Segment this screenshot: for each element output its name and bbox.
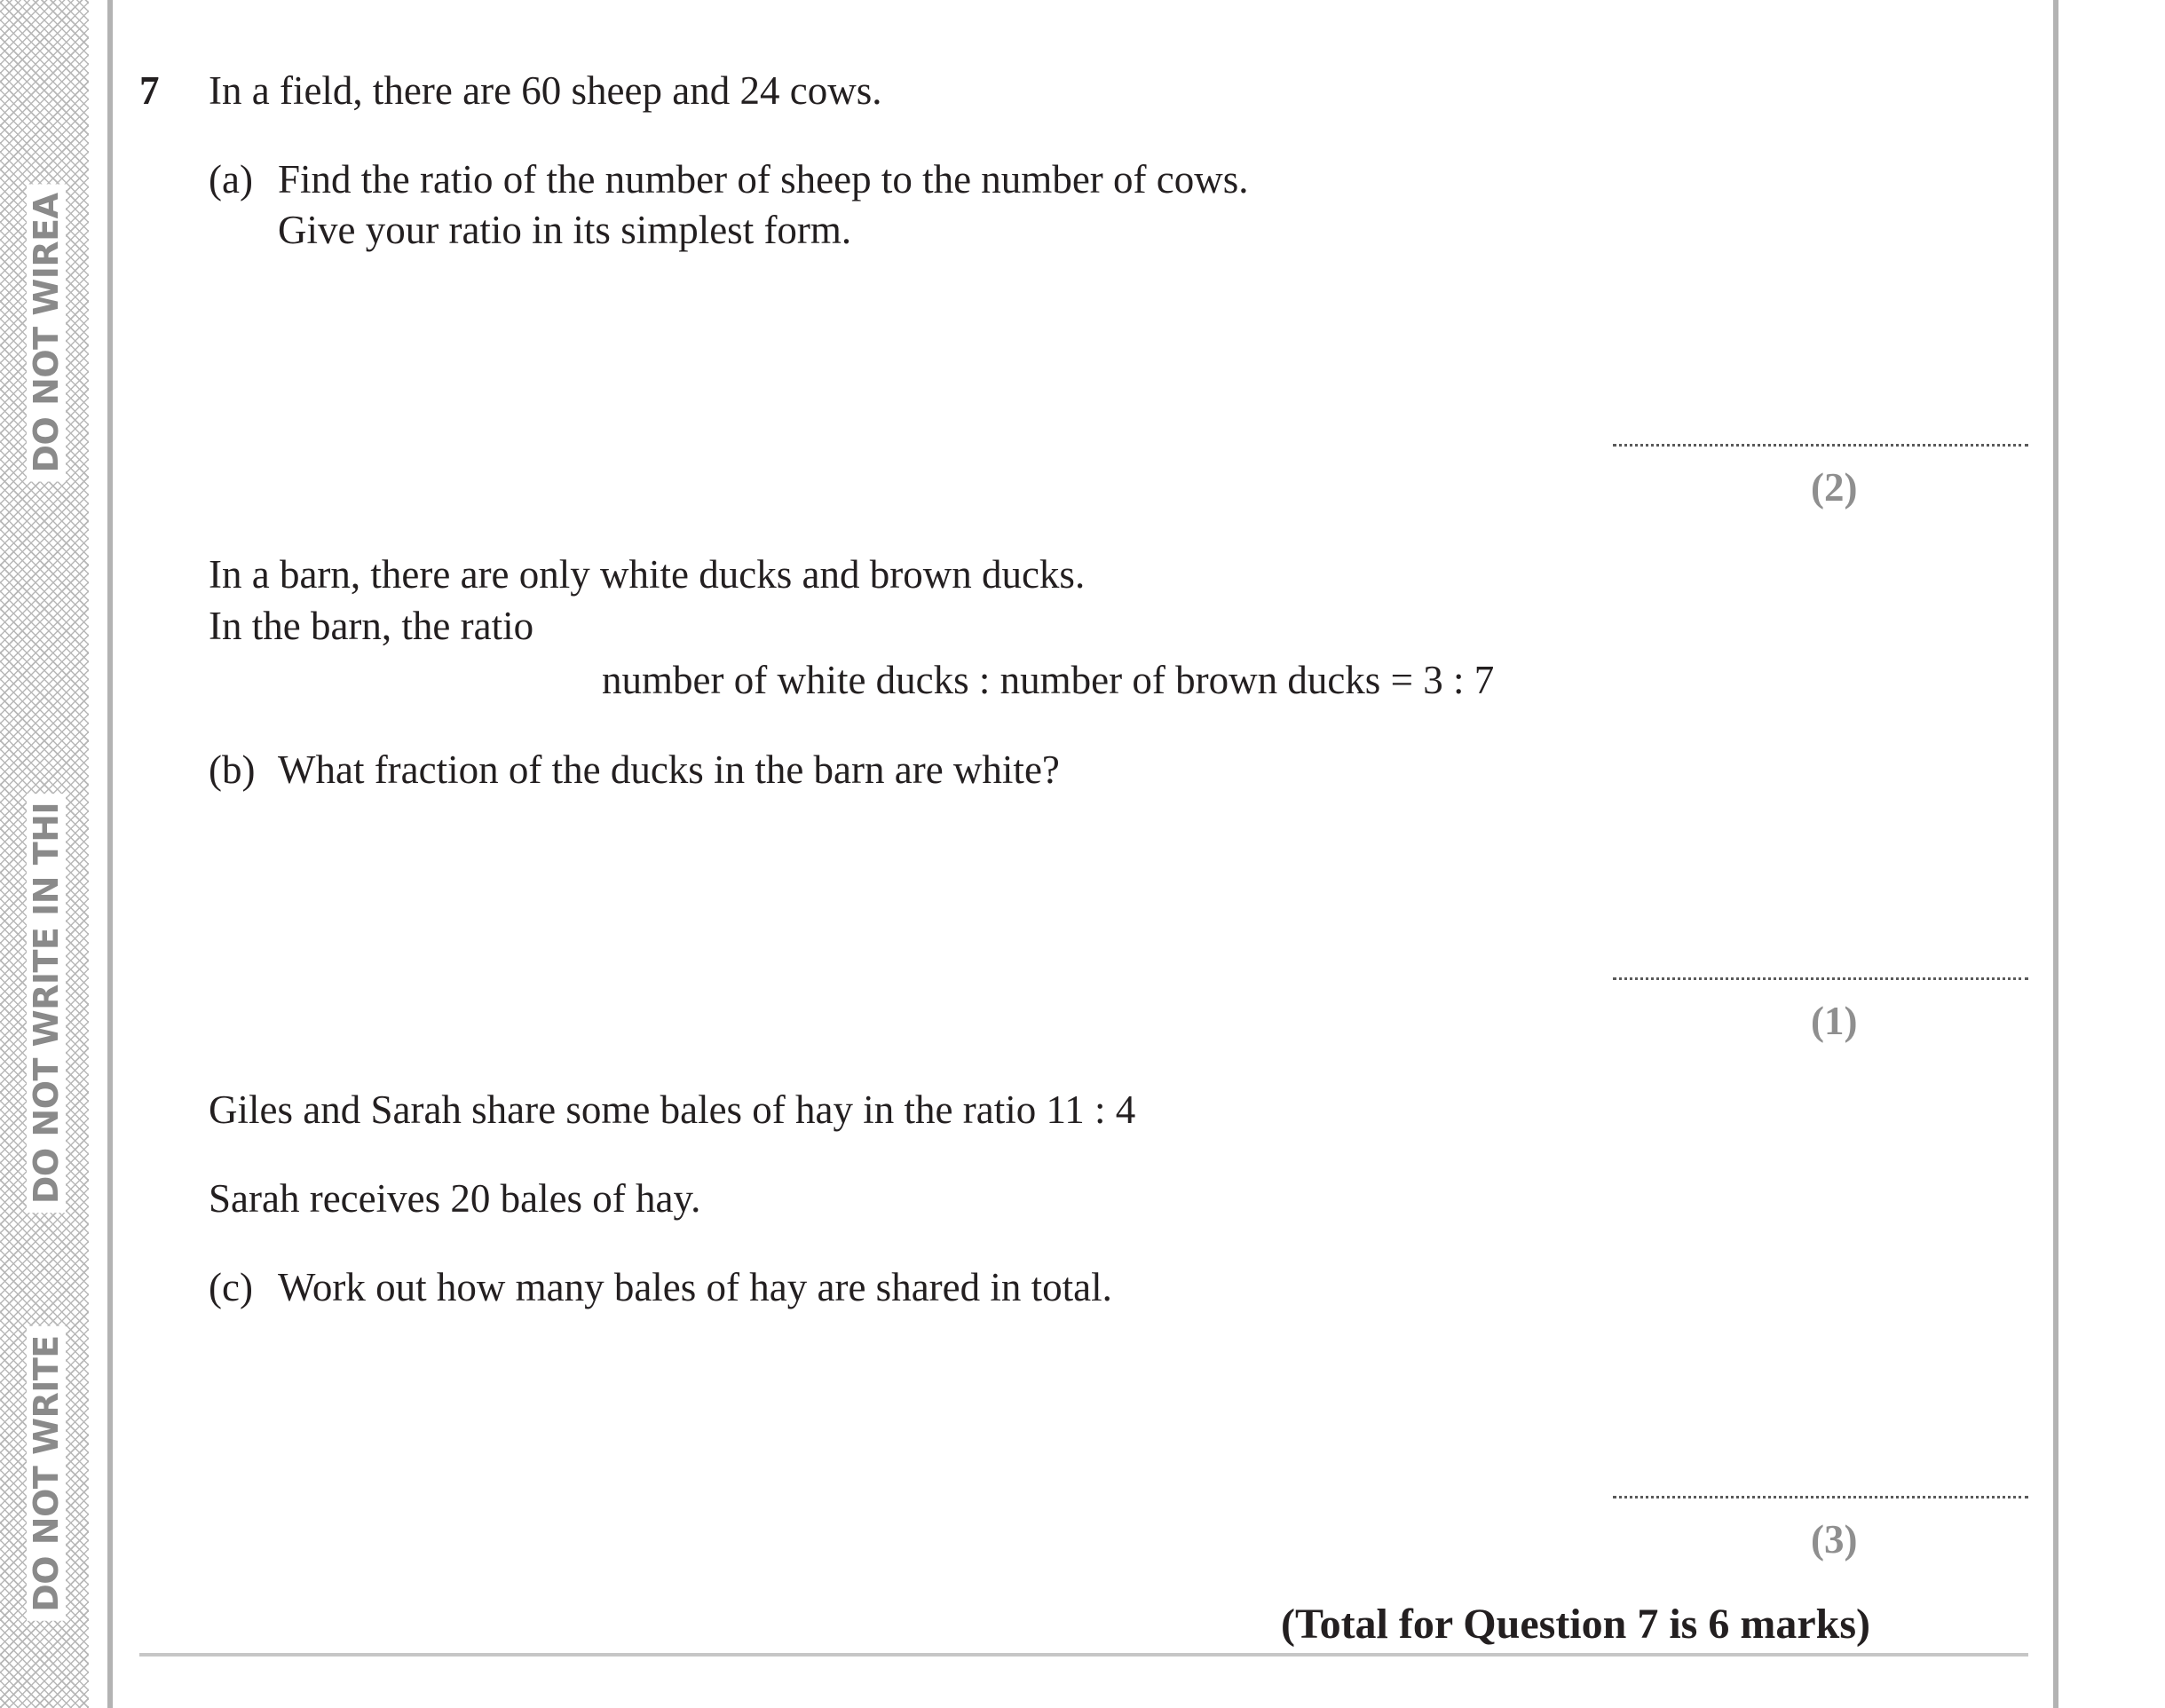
left-border-line: [107, 0, 113, 1708]
part-b-marks: (1): [1811, 999, 1858, 1043]
duck-ratio-statement: number of white ducks : number of brown ducks = 3 : 7: [602, 658, 1495, 702]
part-a-answer-line[interactable]: [1613, 444, 2028, 447]
right-border-line: [2053, 0, 2058, 1708]
part-c-label: (c): [209, 1265, 253, 1309]
question-intro: In a field, there are 60 sheep and 24 cows.: [209, 68, 882, 113]
part-b-label: (b): [209, 747, 256, 792]
margin-strip: [0, 0, 89, 1708]
part-b-question: What fraction of the ducks in the barn are white?: [278, 747, 1060, 792]
hay-share-statement: Giles and Sarah share some bales of hay in the ratio 11 : 4: [209, 1087, 1136, 1132]
part-c-marks: (3): [1811, 1517, 1858, 1562]
question-number: 7: [139, 68, 160, 113]
barn-ratio-intro: In the barn, the ratio: [209, 604, 534, 648]
part-a-instruction: Give your ratio in its simplest form.: [278, 208, 852, 252]
sarah-bales-statement: Sarah receives 20 bales of hay.: [209, 1176, 701, 1221]
bottom-rule: [139, 1653, 2028, 1657]
part-c-answer-line[interactable]: [1613, 1496, 2028, 1498]
part-c-question: Work out how many bales of hay are shared in total.: [278, 1265, 1112, 1309]
part-b-answer-line[interactable]: [1613, 977, 2028, 980]
part-a-question: Find the ratio of the number of sheep to the number of cows.: [278, 157, 1249, 202]
part-a-label: (a): [209, 157, 253, 202]
part-a-marks: (2): [1811, 465, 1858, 510]
barn-statement: In a barn, there are only white ducks and brown ducks.: [209, 552, 1086, 597]
margin-warning-label: DO NOT WRITE: [27, 1326, 66, 1621]
margin-warning-label: DO NOT WIREA: [27, 184, 66, 481]
margin-warning-label: DO NOT WRITE IN THI: [27, 794, 66, 1213]
question-total-marks: (Total for Question 7 is 6 marks): [1280, 1601, 1870, 1648]
